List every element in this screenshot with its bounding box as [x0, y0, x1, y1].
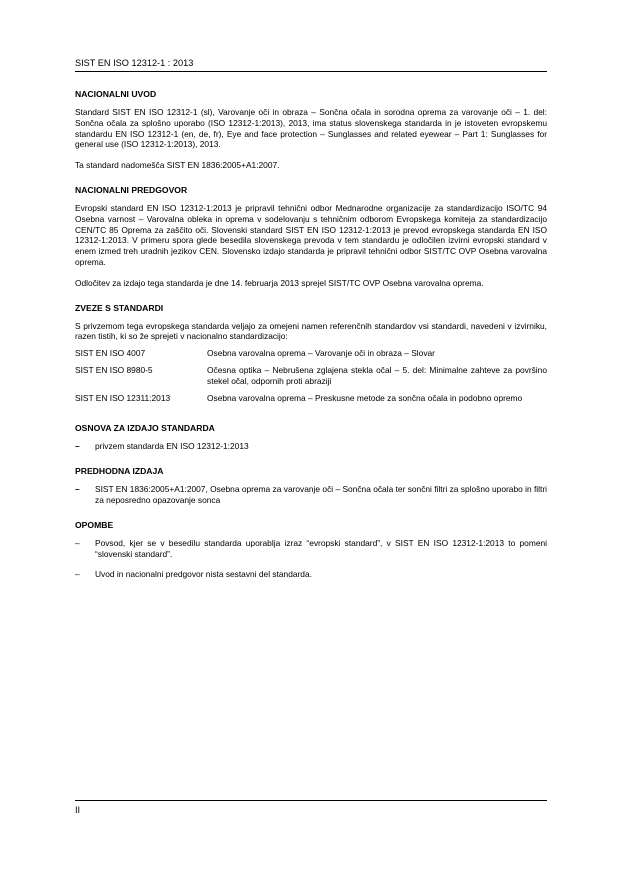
list-item	[75, 569, 547, 580]
section-nacionalni-uvod	[75, 89, 547, 171]
section-heading: NACIONALNI UVOD	[75, 89, 157, 99]
paragraph: S privzemom tega evropskega standarda veljajo za omejeni namen referenčnih standardov vsi standardi, navedeni v izvirniku, razen tistih, ki so že sprejeti v nacionalno standardizacijo:	[75, 320, 547, 342]
table-row	[75, 348, 547, 365]
paragraph: Ta standard nadomešča SIST EN 1836:2005+A1:2007.	[75, 160, 280, 171]
bullet-dash: –	[75, 569, 80, 580]
section-heading: OPOMBE	[75, 519, 114, 530]
list-item-text: Uvod in nacionalni predgovor nista sestavni del standarda.	[95, 569, 312, 580]
list-item-text: privzem standarda EN ISO 12312-1:2013	[95, 441, 249, 452]
page-footer	[75, 800, 547, 815]
table-row	[75, 393, 547, 410]
page-header	[75, 58, 547, 72]
list-item	[75, 484, 547, 506]
standard-code: SIST EN ISO 8980-5	[75, 364, 153, 375]
paragraph: Odločitev za izdajo tega standarda je dne 14. februarja 2013 sprejel SIST/TC OVP Osebna varovalna oprema.	[75, 277, 484, 288]
section-heading: NACIONALNI PREDGOVOR	[75, 184, 188, 195]
list-item-text: Povsod, kjer se v besedilu standarda uporablja izraz “evropski standard”, v SIST EN ISO 12312-1:2013 to pomeni “slovenski standard”.	[95, 537, 547, 559]
page-content	[75, 89, 547, 594]
table-row	[75, 365, 547, 393]
bullet-dash: –	[75, 537, 80, 548]
section-heading: PREDHODNA IZDAJA	[75, 466, 164, 477]
section-heading: ZVEZE S STANDARDI	[75, 302, 164, 313]
standard-code: SIST EN ISO 4007	[75, 348, 146, 359]
standard-description: Osebna varovalna oprema – Varovanje oči in obraza – Slovar	[207, 348, 435, 359]
list-item-text: SIST EN 1836:2005+A1:2007, Osebna oprema za varovanje oči – Sončna očala ter sončni filtri za splošno uporabo in filtri za neposredno opazovanje sonca	[95, 484, 547, 505]
bullet-dash: –	[75, 441, 80, 452]
section-nacionalni-predgovor	[75, 185, 547, 289]
bullet-dash: –	[75, 484, 80, 495]
section-osnova-za-izdajo	[75, 423, 547, 452]
standard-description: Osebna varovalna oprema – Preskusne metode za sončna očala in podobno opremo	[207, 392, 523, 403]
header-title: SIST EN ISO 12312-1 : 2013	[75, 58, 194, 68]
standard-code: SIST EN ISO 12311:2013	[75, 392, 171, 403]
section-predhodna-izdaja	[75, 466, 547, 506]
section-opombe	[75, 520, 547, 580]
paragraph: Standard SIST EN ISO 12312-1 (sl), Varovanje oči in obraza – Sončna očala in sorodna oprema za varovanje oči – 1. del: Sončna očala za splošno uporabo (ISO 12312-1:2013), 2013, ima status slovenskega standarda in je istoveten evropskemu standardu EN ISO 12312-1 (en, de, fr), Eye and face protection – Sunglasses and related eyewear – Part 1: Sunglasses for general use (ISO 12312-1:2013), 2013.	[75, 107, 547, 150]
section-zveze-s-standardi	[75, 303, 547, 410]
list-item	[75, 538, 547, 560]
reference-standards-table	[75, 348, 547, 409]
list-item	[75, 441, 547, 452]
section-heading: OSNOVA ZA IZDAJO STANDARDA	[75, 423, 215, 434]
standard-description: Očesna optika – Nebrušena zglajena stekla očal – 5. del: Minimalne zahteve za površino stekel očal, odpornih proti abraziji	[207, 364, 547, 386]
page-number: II	[75, 805, 81, 815]
paragraph: Evropski standard EN ISO 12312-1:2013 je pripravil tehnični odbor Mednarodne organizacije za standardizacijo ISO/TC 94 Osebna varnost – Varovalna obleka in oprema v sodelovanju s tehničnim odborom Evropskega komiteja za standardizacijo CEN/TC 85 Oprema za zaščito oči. Slovenski standard SIST EN ISO 12312-1:2013 je prevod evropskega standarda EN ISO 12312-1:2013. V primeru spora glede besedila slovenskega prevoda v tem standardu je odločilen izvirni evropski standard v enem izmed treh uradnih jezikov CEN. Slovensko izdajo standarda je pripravil tehnični odbor SIST/TC OVP Osebna varovalna oprema.	[75, 202, 547, 267]
